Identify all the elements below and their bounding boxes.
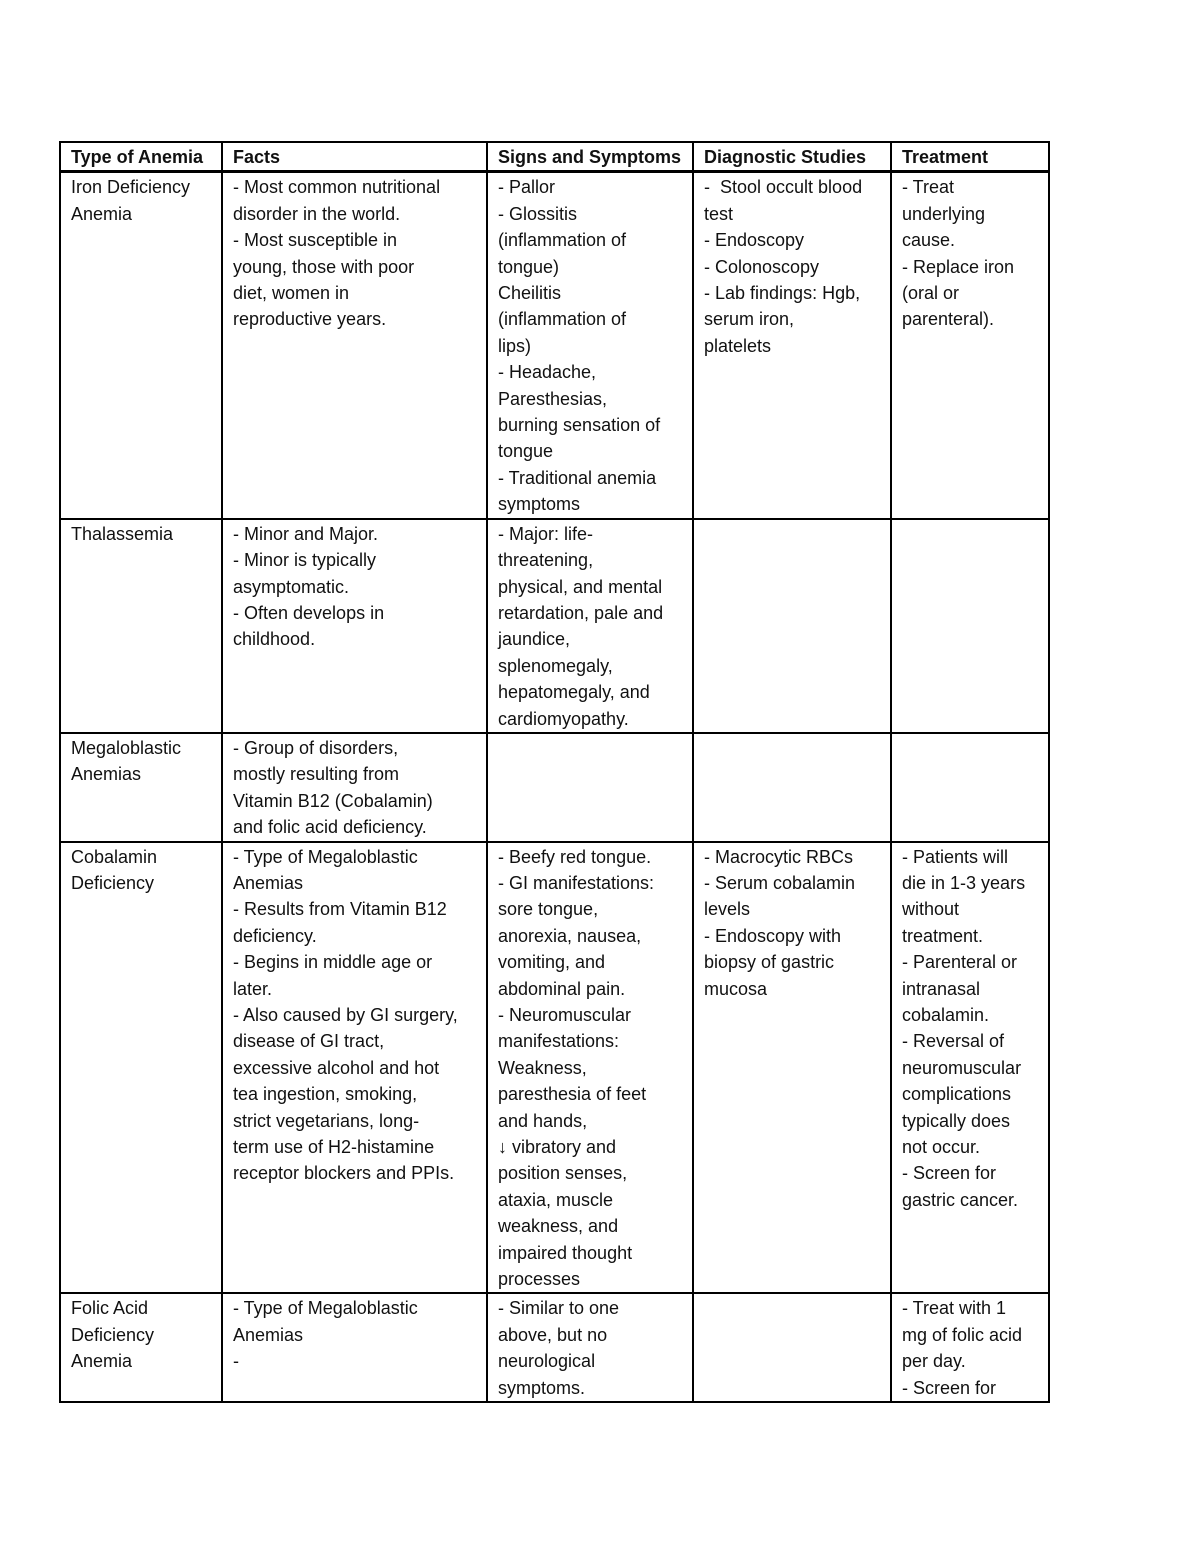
cell-text-line: manifestations: — [498, 1031, 620, 1052]
cell-text-line: - Often develops in — [233, 602, 385, 623]
cell-text-line: childhood. — [233, 629, 316, 650]
cell-text-line: later. — [233, 978, 273, 999]
treatment-cell — [891, 172, 1049, 519]
cell-text-line: physical, and mental — [498, 576, 663, 597]
facts-cell — [222, 1293, 487, 1402]
header-type: Type of Anemia — [60, 142, 222, 172]
cell-text-line: (inflammation of — [498, 309, 627, 330]
cell-text-line: symptoms — [498, 494, 581, 515]
cell-text-line: Vitamin B12 (Cobalamin) — [233, 790, 433, 811]
cell-text-line: excessive alcohol and hot — [233, 1057, 440, 1078]
cell-text-line: gastric cancer. — [902, 1189, 1019, 1210]
cell-text-line: strict vegetarians, long- — [233, 1110, 420, 1131]
cell-text-line: and hands, — [498, 1110, 588, 1131]
cell-text-line: platelets — [704, 335, 772, 356]
cell-text-line: - Neuromuscular — [498, 1005, 632, 1025]
table-header-row — [60, 142, 1049, 172]
cell-text-line: processes — [498, 1269, 581, 1290]
type-cell — [60, 519, 222, 733]
cell-text-line: sore tongue, — [498, 899, 599, 920]
facts-cell — [222, 519, 487, 733]
cell-text-line: - Minor is typically — [233, 550, 377, 571]
cell-text-line: - Traditional anemia — [498, 467, 657, 488]
cell-text-line: - Also caused by GI surgery, — [233, 1005, 458, 1025]
diagnostics-cell — [693, 519, 891, 733]
diagnostics-cell — [693, 1293, 891, 1402]
cell-text-line: asymptomatic. — [233, 576, 350, 597]
type-cell — [60, 733, 222, 842]
cell-text-line: ataxia, muscle — [498, 1189, 614, 1210]
cell-text-line: - Colonoscopy — [704, 256, 820, 277]
signs-cell — [487, 842, 693, 1294]
cell-text-line: cardiomyopathy. — [498, 708, 629, 729]
cell-text-line: anorexia, nausea, — [498, 925, 642, 946]
cell-text-line: receptor blockers and PPIs. — [233, 1163, 455, 1184]
cell-text-line: - Endoscopy — [704, 230, 805, 251]
cell-text-line: Anemias — [71, 764, 142, 785]
treatment-cell — [891, 842, 1049, 1294]
table-row — [60, 519, 1049, 733]
cell-text-line: Cobalamin — [71, 846, 158, 867]
cell-text-line: ↓ vibratory and — [498, 1137, 617, 1158]
cell-text-line: mostly resulting from — [233, 764, 400, 785]
cell-text-line: cause. — [902, 230, 956, 251]
cell-text-line: disease of GI tract, — [233, 1031, 385, 1052]
type-cell — [60, 172, 222, 519]
cell-text-line: - Lab findings: Hgb, — [704, 283, 861, 304]
cell-text-line: - Most susceptible in — [233, 230, 398, 251]
cell-text-line: symptoms. — [498, 1377, 586, 1398]
cell-text-line: Thalassemia — [71, 523, 174, 544]
cell-text-line: - Replace iron — [902, 256, 1015, 277]
cell-text-line: - Begins in middle age or — [233, 952, 433, 973]
cell-text-line: without — [902, 899, 960, 920]
header-signs: Signs and Symptoms — [487, 142, 693, 172]
cell-text-line: - Beefy red tongue. — [498, 846, 652, 867]
cell-text-line: - Most common nutritional — [233, 177, 441, 198]
cell-text-line: - Minor and Major. — [233, 523, 379, 544]
diagnostics-cell — [693, 172, 891, 519]
cell-text-line: young, those with poor — [233, 256, 415, 277]
cell-text-line: impaired thought — [498, 1242, 633, 1263]
cell-text-line: - Patients will — [902, 846, 1009, 867]
table-row — [60, 1293, 1049, 1402]
cell-text-line: - Screen for — [902, 1377, 997, 1398]
signs-cell — [487, 172, 693, 519]
treatment-cell — [891, 1293, 1049, 1402]
cell-text-line: vomiting, and — [498, 952, 606, 973]
cell-text-line: abdominal pain. — [498, 978, 626, 999]
cell-text-line: mg of folic acid — [902, 1324, 1023, 1345]
cell-text-line: position senses, — [498, 1163, 628, 1184]
cell-text-line: - — [233, 1351, 239, 1372]
cell-text-line: treatment. — [902, 925, 984, 946]
diagnostics-cell — [693, 733, 891, 842]
cell-text-line: - Type of Megaloblastic — [233, 1298, 418, 1319]
cell-text-line: - Macrocytic RBCs — [704, 846, 854, 867]
cell-text-line: Anemia — [71, 1351, 133, 1372]
cell-text-line: biopsy of gastric — [704, 952, 835, 973]
signs-cell — [487, 1293, 693, 1402]
cell-text-line: hepatomegaly, and — [498, 682, 650, 703]
cell-text-line: - Group of disorders, — [233, 737, 399, 758]
cell-text-line: complications — [902, 1084, 1012, 1105]
type-cell — [60, 842, 222, 1294]
cell-text-line: term use of H2-histamine — [233, 1137, 435, 1158]
cell-text-line: - Treat — [902, 177, 955, 198]
cell-text-line: parenteral). — [902, 309, 995, 330]
cell-text-line: - GI manifestations: — [498, 872, 655, 893]
cell-text-line: - Screen for — [902, 1163, 997, 1184]
treatment-cell — [891, 733, 1049, 842]
cell-text-line: Deficiency — [71, 872, 155, 893]
cell-text-line: Anemia — [71, 203, 133, 224]
cell-text-line: underlying — [902, 203, 986, 224]
cell-text-line: (oral or — [902, 283, 960, 304]
cell-text-line: - Parenteral or — [902, 952, 1018, 973]
cell-text-line: (inflammation of — [498, 230, 627, 251]
cell-text-line: Weakness, — [498, 1057, 587, 1078]
cell-text-line: threatening, — [498, 550, 594, 571]
cell-text-line: retardation, pale and — [498, 602, 664, 623]
header-diagnostics: Diagnostic Studies — [693, 142, 891, 172]
cell-text-line: test — [704, 203, 734, 224]
cell-text-line: paresthesia of feet — [498, 1084, 647, 1105]
facts-cell — [222, 733, 487, 842]
cell-text-line: Anemias — [233, 1324, 304, 1345]
cell-text-line: lips) — [498, 335, 532, 356]
cell-text-line: tea ingestion, smoking, — [233, 1084, 418, 1105]
cell-text-line: cobalamin. — [902, 1005, 990, 1025]
cell-text-line: Folic Acid — [71, 1298, 149, 1319]
cell-text-line: - Pallor — [498, 177, 556, 198]
cell-text-line: above, but no — [498, 1324, 608, 1345]
cell-text-line: serum iron, — [704, 309, 795, 330]
cell-text-line: die in 1-3 years — [902, 872, 1026, 893]
cell-text-line: reproductive years. — [233, 309, 387, 330]
cell-text-line: - Results from Vitamin B12 — [233, 899, 447, 920]
cell-text-line: neurological — [498, 1351, 596, 1372]
cell-text-line: - Reversal of — [902, 1031, 1005, 1052]
cell-text-line: Megaloblastic — [71, 737, 182, 758]
cell-text-line: and folic acid deficiency. — [233, 817, 427, 838]
cell-text-line: deficiency. — [233, 925, 317, 946]
type-cell — [60, 1293, 222, 1402]
cell-text-line: diet, women in — [233, 283, 350, 304]
cell-text-line: Cheilitis — [498, 283, 562, 304]
table-row — [60, 172, 1049, 519]
cell-text-line: - Type of Megaloblastic — [233, 846, 418, 867]
table-body — [60, 172, 1049, 1402]
cell-text-line: typically does — [902, 1110, 1011, 1131]
cell-text-line: - Serum cobalamin — [704, 872, 856, 893]
cell-text-line: Anemias — [233, 872, 304, 893]
cell-text-line: - Stool occult blood — [704, 177, 863, 198]
cell-text-line: neuromuscular — [902, 1057, 1022, 1078]
cell-text-line: tongue — [498, 441, 554, 462]
cell-text-line: - Treat with 1 — [902, 1298, 1007, 1319]
cell-text-line: - Headache, — [498, 362, 597, 383]
cell-text-line: intranasal — [902, 978, 981, 999]
cell-text-line: Paresthesias, — [498, 388, 608, 409]
signs-cell — [487, 519, 693, 733]
cell-text-line: weakness, and — [498, 1216, 619, 1237]
facts-cell — [222, 172, 487, 519]
cell-text-line: not occur. — [902, 1137, 981, 1158]
table-row — [60, 842, 1049, 1294]
cell-text-line: - Glossitis — [498, 203, 578, 224]
cell-text-line: Iron Deficiency — [71, 177, 191, 198]
cell-text-line: - Major: life- — [498, 523, 594, 544]
cell-text-line: tongue) — [498, 256, 560, 277]
cell-text-line: disorder in the world. — [233, 203, 401, 224]
cell-text-line: levels — [704, 899, 751, 920]
diagnostics-cell — [693, 842, 891, 1294]
treatment-cell — [891, 519, 1049, 733]
cell-text-line: burning sensation of — [498, 415, 661, 436]
cell-text-line: - Endoscopy with — [704, 925, 842, 946]
cell-text-line: jaundice, — [498, 629, 571, 650]
table-row — [60, 733, 1049, 842]
cell-text-line: - Similar to one — [498, 1298, 620, 1319]
header-facts: Facts — [222, 142, 487, 172]
cell-text-line: mucosa — [704, 978, 768, 999]
signs-cell — [487, 733, 693, 842]
cell-text-line: splenomegaly, — [498, 655, 613, 676]
header-treatment: Treatment — [891, 142, 1049, 172]
cell-text-line: per day. — [902, 1351, 966, 1372]
anemia-table — [59, 141, 1050, 1403]
facts-cell — [222, 842, 487, 1294]
cell-text-line: Deficiency — [71, 1324, 155, 1345]
